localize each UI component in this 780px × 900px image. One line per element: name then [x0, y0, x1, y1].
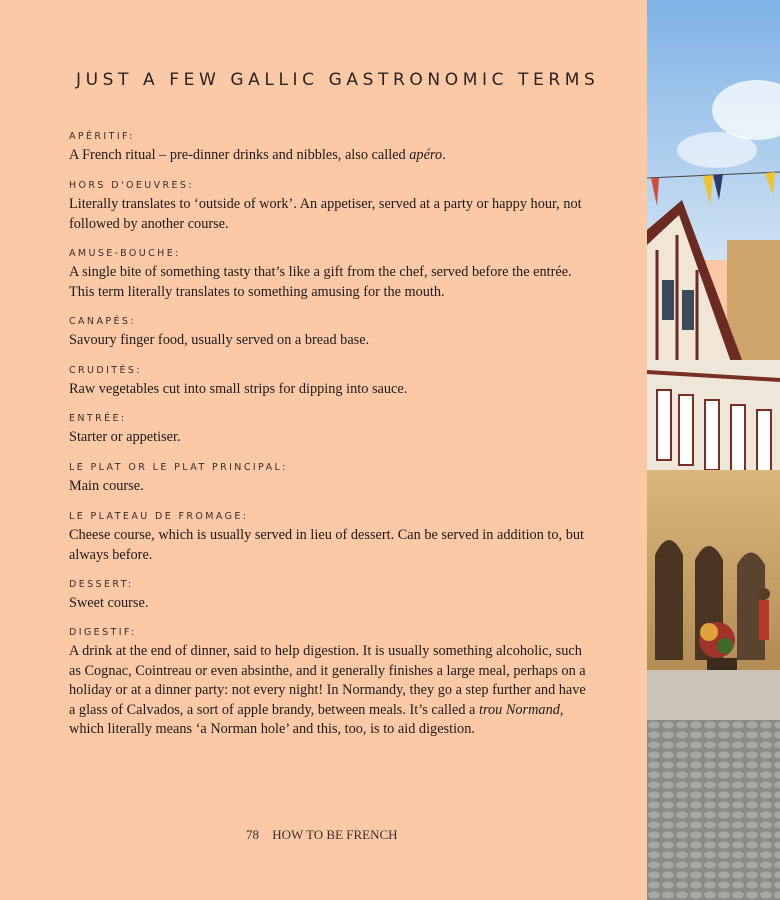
term-definition: A single bite of something tasty that’s like a gift from the chef, served before the entrée. This term literally translates to something amusing for the mouth. [69, 264, 572, 300]
term-definition: Starter or appetiser. [69, 429, 181, 445]
term-definition: Cheese course, which is usually served in lieu of dessert. Can be served in addition to, but always before. [69, 527, 584, 563]
term-heading: LE PLATEAU DE FROMAGE: [69, 511, 249, 522]
term-heading: DESSERT: [69, 579, 134, 590]
term-entry [69, 315, 589, 351]
term-heading: HORS D'OEUVRES: [69, 180, 194, 191]
term-entry [69, 364, 589, 400]
term-entry [69, 412, 589, 448]
term-definition: Main course. [69, 478, 144, 494]
term-entry [69, 130, 589, 166]
page-number: 78 [246, 827, 259, 842]
page-footer [246, 827, 398, 843]
term-entry [69, 461, 589, 497]
term-heading: APÉRITIF: [69, 131, 135, 142]
term-heading: AMUSE-BOUCHE: [69, 248, 181, 259]
term-entry [69, 247, 589, 302]
term-entry [69, 626, 589, 740]
street-photo [647, 0, 780, 900]
term-entry [69, 510, 589, 565]
page-title: JUST A FEW GALLIC GASTRONOMIC TERMS [76, 70, 600, 90]
half-timbered-street-illustration [647, 0, 780, 900]
term-definition: Savoury finger food, usually served on a bread base. [69, 332, 370, 348]
term-heading: ENTRÉE: [69, 413, 127, 424]
running-book-title: HOW TO BE FRENCH [272, 827, 398, 842]
term-definition: A French ritual – pre-dinner drinks and nibbles, also called apéro. [69, 147, 446, 163]
term-definition: A drink at the end of dinner, said to help digestion. It is usually something alcoholic, such as Cognac, Cointreau or even absinthe, and it generally finishes a large meal, perhaps on a holiday or at a dinner party: not every night! In Normandy, they go a step further and have a glass of Calvados, a sort of apple brandy, between meals. It’s called a trou Normand, which literally means ‘a Norman hole’ and this, too, is to aid digestion. [69, 643, 586, 737]
term-definition: Raw vegetables cut into small strips for dipping into sauce. [69, 381, 408, 397]
term-definition: Literally translates to ‘outside of work’. An appetiser, served at a party or happy hour, not followed by another course. [69, 196, 582, 232]
term-heading: DIGESTIF: [69, 627, 137, 638]
term-entry [69, 578, 589, 614]
term-definition: Sweet course. [69, 595, 149, 611]
term-heading: CRUDITÉS: [69, 365, 142, 376]
term-heading: LE PLAT OR LE PLAT PRINCIPAL: [69, 462, 288, 473]
term-entry [69, 179, 589, 234]
term-heading: CANAPÉS: [69, 316, 136, 327]
